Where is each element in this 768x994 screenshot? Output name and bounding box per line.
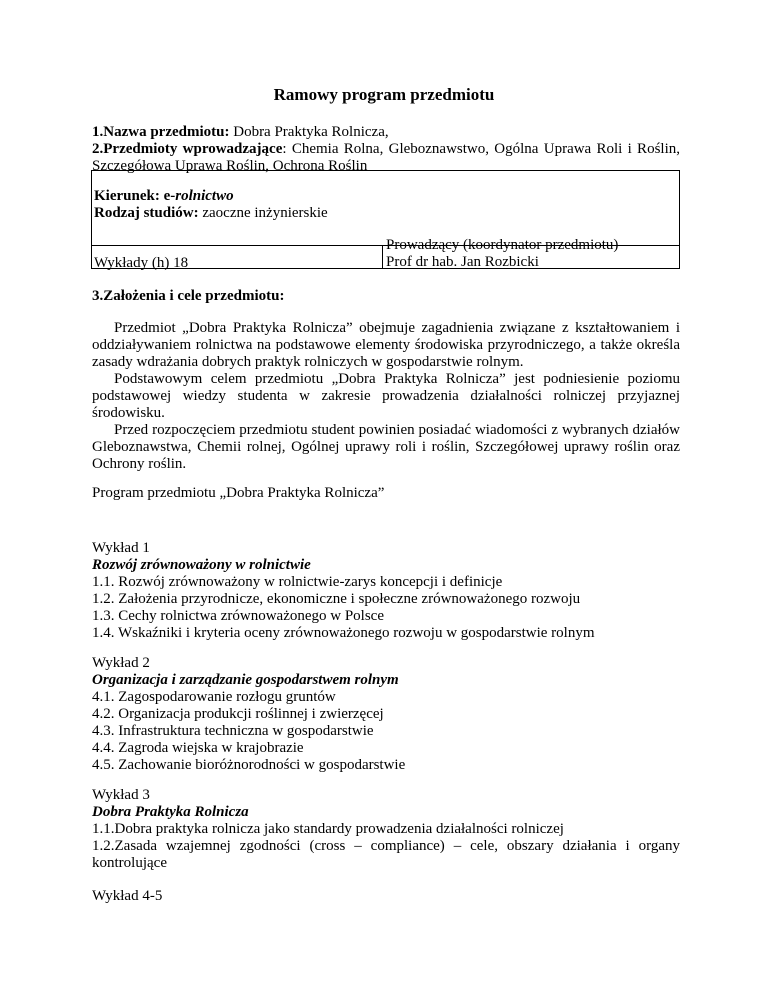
- course-name-line: [92, 124, 680, 141]
- study-type-line: [94, 205, 328, 222]
- lecture-item: 1.4. Wskaźniki i kryteria oceny zrównoważonego rozwoju w gospodarstwie rolnym: [92, 625, 595, 641]
- lecture-label: Wykład 4-5: [92, 888, 163, 904]
- lecture-label: Wykład 3: [92, 787, 150, 803]
- lecture-item: 1.2.Zasada wzajemnej zgodności (cross – compliance) – cele, obszary działania i organy kontrolujące: [92, 838, 680, 871]
- course-prereq-value: : Chemia Rolna, Gleboznawstwo, Ogólna Uprawa Roli i Roślin, Szczegółowa Uprawa Roślin, Ochrona Roślin: [92, 141, 680, 174]
- lecture-topic: Organizacja i zarządzanie gospodarstwem rolnym: [92, 672, 399, 688]
- lecturer-label: Prowadzący (koordynator przedmiotu): [386, 237, 619, 253]
- lectures-hours: Wykłady (h) 18: [94, 255, 189, 271]
- field-of-study-line: [94, 188, 328, 205]
- course-header: [92, 124, 680, 175]
- course-info-box: [91, 170, 680, 269]
- lecture-item: 4.2. Organizacja produkcji roślinnej i zwierzęcej: [92, 706, 384, 722]
- lecture-1: [92, 540, 680, 642]
- document-title: Ramowy program przedmiotu: [273, 85, 495, 104]
- lecture-2: [92, 655, 680, 774]
- lecture-item: 4.4. Zagroda wiejska w krajobrazie: [92, 740, 304, 756]
- lecturer-name: Prof dr hab. Jan Rozbicki: [386, 254, 539, 270]
- program-title: Program przedmiotu „Dobra Praktyka Rolnicza”: [92, 485, 385, 501]
- lecture-item: 1.1.Dobra praktyka rolnicza jako standardy prowadzenia działalności rolniczej: [92, 821, 564, 837]
- info-box-divider: [382, 245, 383, 269]
- lecture-item: 4.3. Infrastruktura techniczna w gospodarstwie: [92, 723, 374, 739]
- course-name-label: 1.Nazwa przedmiotu:: [92, 124, 230, 140]
- lecture-item: 1.2. Założenia przyrodnicze, ekonomiczne i społeczne zrównoważonego rozwoju: [92, 591, 581, 607]
- lecture-topic: Dobra Praktyka Rolnicza: [92, 804, 249, 820]
- course-prereq-label: 2.Przedmioty wprowadzające: [92, 141, 283, 157]
- lecture-item: 4.5. Zachowanie bioróżnorodności w gospodarstwie: [92, 757, 406, 773]
- lecture-label: Wykład 1: [92, 540, 150, 556]
- section3-paragraph: Przed rozpoczęciem przedmiotu student powinien posiadać wiadomości z wybranych działów Gleboznawstwa, Chemii rolnej, Ogólnej uprawy roli i roślin, Szczegółowej uprawy roślin oraz Ochrony roślin.: [92, 422, 680, 472]
- section3-paragraph: Przedmiot „Dobra Praktyka Rolnicza” obejmuje zagadnienia związane z kształtowaniem i oddziaływaniem rolnictwa na podstawowe elementy środowiska przyrodniczego, a także określa zasady wdrażania dobrych praktyk rolniczych w gospodarstwie rolnym.: [92, 320, 680, 370]
- lecture-label: Wykład 2: [92, 655, 150, 671]
- info-box-top-cell: [92, 171, 679, 246]
- study-label: Rodzaj studiów:: [94, 205, 199, 221]
- field-label: Kierunek: e-: [94, 188, 176, 204]
- course-name-value: Dobra Praktyka Rolnicza,: [229, 124, 389, 140]
- lecture-item: 4.1. Zagospodarowanie rozłogu gruntów: [92, 689, 336, 705]
- lecturer-cell: [386, 237, 618, 271]
- section3-paragraph: Podstawowym celem przedmiotu „Dobra Praktyka Rolnicza” jest podniesienie poziomu podstawowej wiedzy studenta w zakresie prowadzenia działalności rolniczej przyjaznej środowisku.: [92, 371, 680, 421]
- field-value: rolnictwo: [175, 188, 234, 204]
- lecture-topic: Rozwój zrównoważony w rolnictwie: [92, 557, 311, 573]
- section3-body: [92, 320, 680, 473]
- lecture-3: [92, 787, 680, 872]
- section3-heading: 3.Założenia i cele przedmiotu:: [92, 288, 285, 304]
- lecture-item: 1.1. Rozwój zrównoważony w rolnictwie-zarys koncepcji i definicje: [92, 574, 503, 590]
- lecture-4-5: [92, 888, 680, 905]
- study-value: zaoczne inżynierskie: [198, 205, 328, 221]
- lecture-item: 1.3. Cechy rolnictwa zrównoważonego w Polsce: [92, 608, 385, 624]
